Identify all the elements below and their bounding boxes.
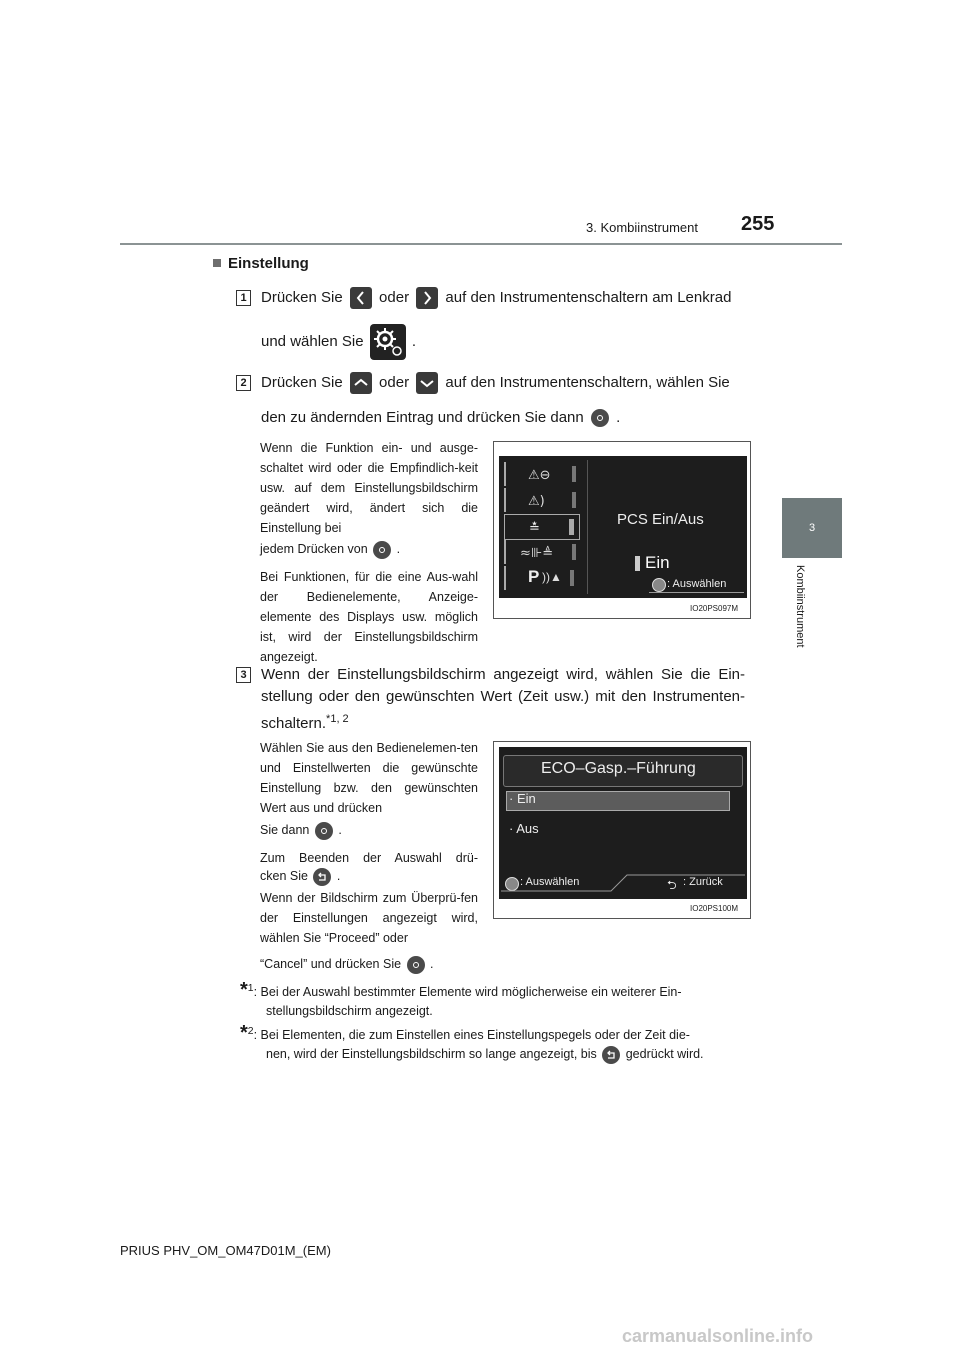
screen2-option-1: · Ein: [509, 791, 536, 806]
screen2-back-label: : Zurück: [683, 876, 723, 888]
step-number-3: 3: [236, 667, 251, 683]
chevron-down-icon: [416, 372, 438, 394]
step-1-line-1: Drücken Sie oder auf den Instrumentenschaltern am Lenkrad: [261, 287, 745, 309]
header-rule: [120, 243, 842, 245]
value-mark: [635, 556, 640, 571]
screen1-title: PCS Ein/Aus: [617, 511, 704, 528]
step-3-text: Wenn der Einstellungsbildschirm angezeigt wird, wählen Sie die Ein-stellung oder den gewünschten Wert (Zeit usw.) mit den Instrumenten-schaltern.$^{*1, 2}$: [261, 666, 745, 732]
chevron-right-icon: [416, 287, 438, 309]
svg-text:≈⊪≜: ≈⊪≜: [520, 546, 554, 561]
chevron-left-icon: [350, 287, 372, 309]
step-2-line-2: den zu ändernden Eintrag und drücken Sie dann .: [261, 409, 621, 426]
step-3-note-2: Zum Beenden der Auswahl drü-: [260, 851, 478, 865]
menu-item-selected: [504, 514, 580, 540]
screen2-title: ECO–Gasp.–Führung: [541, 760, 696, 777]
scroll-mark: [570, 570, 574, 586]
screen1-code: IO20PS097M: [690, 604, 739, 613]
header-section-title: 3. Kombiinstrument: [586, 220, 698, 235]
screen-display: [499, 456, 747, 598]
step-number-1: 1: [236, 290, 251, 306]
screen-image-pcs: [493, 441, 751, 619]
enter-button-icon: [591, 409, 609, 427]
screen1-value: Ein: [645, 553, 670, 572]
step-2-note-2: Bei Funktionen, für die eine Aus-wahl der Bedienelemente, Anzeige-elemente des Displays usw. möglich ist, wird der Einstellungsbildschirm angezeigt.: [260, 570, 478, 664]
menu-item-icon: [504, 462, 580, 486]
svg-text:⚠⊖: ⚠⊖: [528, 468, 551, 483]
watermark: carmanualsonline.info: [622, 1326, 814, 1346]
back-arrow-icon: ⮌: [667, 878, 677, 892]
chapter-tab-label: Kombiinstrument: [794, 565, 806, 648]
step-1-line-2: und wählen Sie .: [261, 324, 416, 360]
step-2-line-1: Drücken Sie oder auf den Instrumentenschaltern, wählen Sie: [261, 372, 745, 394]
footnote-1: *$^1$: Bei der Auswahl bestimmter Elemente wird möglicherweise ein weiterer Ein-: [240, 979, 682, 1002]
settings-gear-icon: [370, 324, 406, 360]
menu-item-icon: [504, 540, 580, 564]
svg-text:≛: ≛: [529, 521, 540, 536]
step-3-note-1-end: Sie dann .: [260, 820, 342, 840]
enter-button-icon: [315, 822, 333, 840]
menu-item-icon: [504, 488, 580, 512]
screen-divider: [587, 460, 588, 594]
page-number: 255: [741, 213, 775, 235]
step-number-2: 2: [236, 375, 251, 391]
chevron-up-icon: [350, 372, 372, 394]
step-3-note-2-end: cken Sie .: [260, 866, 340, 886]
screen1-select-label: : Auswählen: [667, 578, 727, 590]
select-button-icon: [652, 578, 666, 592]
select-underline: [649, 592, 744, 593]
enter-button-icon: [407, 956, 425, 974]
parking-label: P: [528, 567, 540, 586]
menu-item-parking: [504, 566, 580, 590]
step-3-note-3-end: “Cancel” und drücken Sie .: [260, 954, 434, 974]
screen-display: [499, 747, 747, 899]
svg-text:⚠): ⚠): [528, 494, 545, 509]
step-3-note-3: Wenn der Bildschirm zum Überprü-fen der Einstellungen angezeigt wird, wählen Sie “Proceed” oder: [260, 891, 478, 945]
step-2-note-1-end: jedem Drücken von .: [260, 539, 400, 559]
screen2-select-label: : Auswählen: [520, 876, 580, 888]
footer-doc-id: PRIUS PHV_OM_OM47D01M_(EM): [120, 1243, 331, 1258]
section-title: Einstellung: [213, 255, 309, 272]
sensor-wave-icon: ))▲: [542, 570, 562, 584]
bullet-square-icon: [213, 259, 221, 267]
back-button-icon: [602, 1046, 620, 1064]
screen2-code: IO20PS100M: [690, 904, 739, 913]
screen-image-eco: [493, 741, 751, 919]
screen2-option-2: · Aus: [509, 821, 539, 836]
footnote-1-cont: stellungsbildschirm angezeigt.: [266, 1004, 433, 1018]
chapter-tab: 3: [782, 498, 842, 558]
step-2-note-1: Wenn die Funktion ein- und ausge-schaltet wird oder die Empfindlich-keit usw. auf dem Einstellungsbildschirm geändert wird, ändert sich die Einstellung bei: [260, 441, 478, 535]
back-button-icon: [313, 868, 331, 886]
footnote-ref: *1, 2: [326, 713, 349, 725]
enter-button-icon: [373, 541, 391, 559]
footnote-2: *$^2$: Bei Elementen, die zum Einstellen eines Einstellungspegels oder der Zeit die-: [240, 1022, 690, 1045]
option-highlight: [506, 791, 730, 811]
step-3-note-1: Wählen Sie aus den Bedienelemen-ten und Einstellwerten die gewünschte Einstellung bzw. den gewünschten Wert aus und drücken: [260, 741, 478, 815]
footnote-2-cont: nen, wird der Einstellungsbildschirm so lange angezeigt, bis gedrückt wird.: [266, 1045, 704, 1064]
